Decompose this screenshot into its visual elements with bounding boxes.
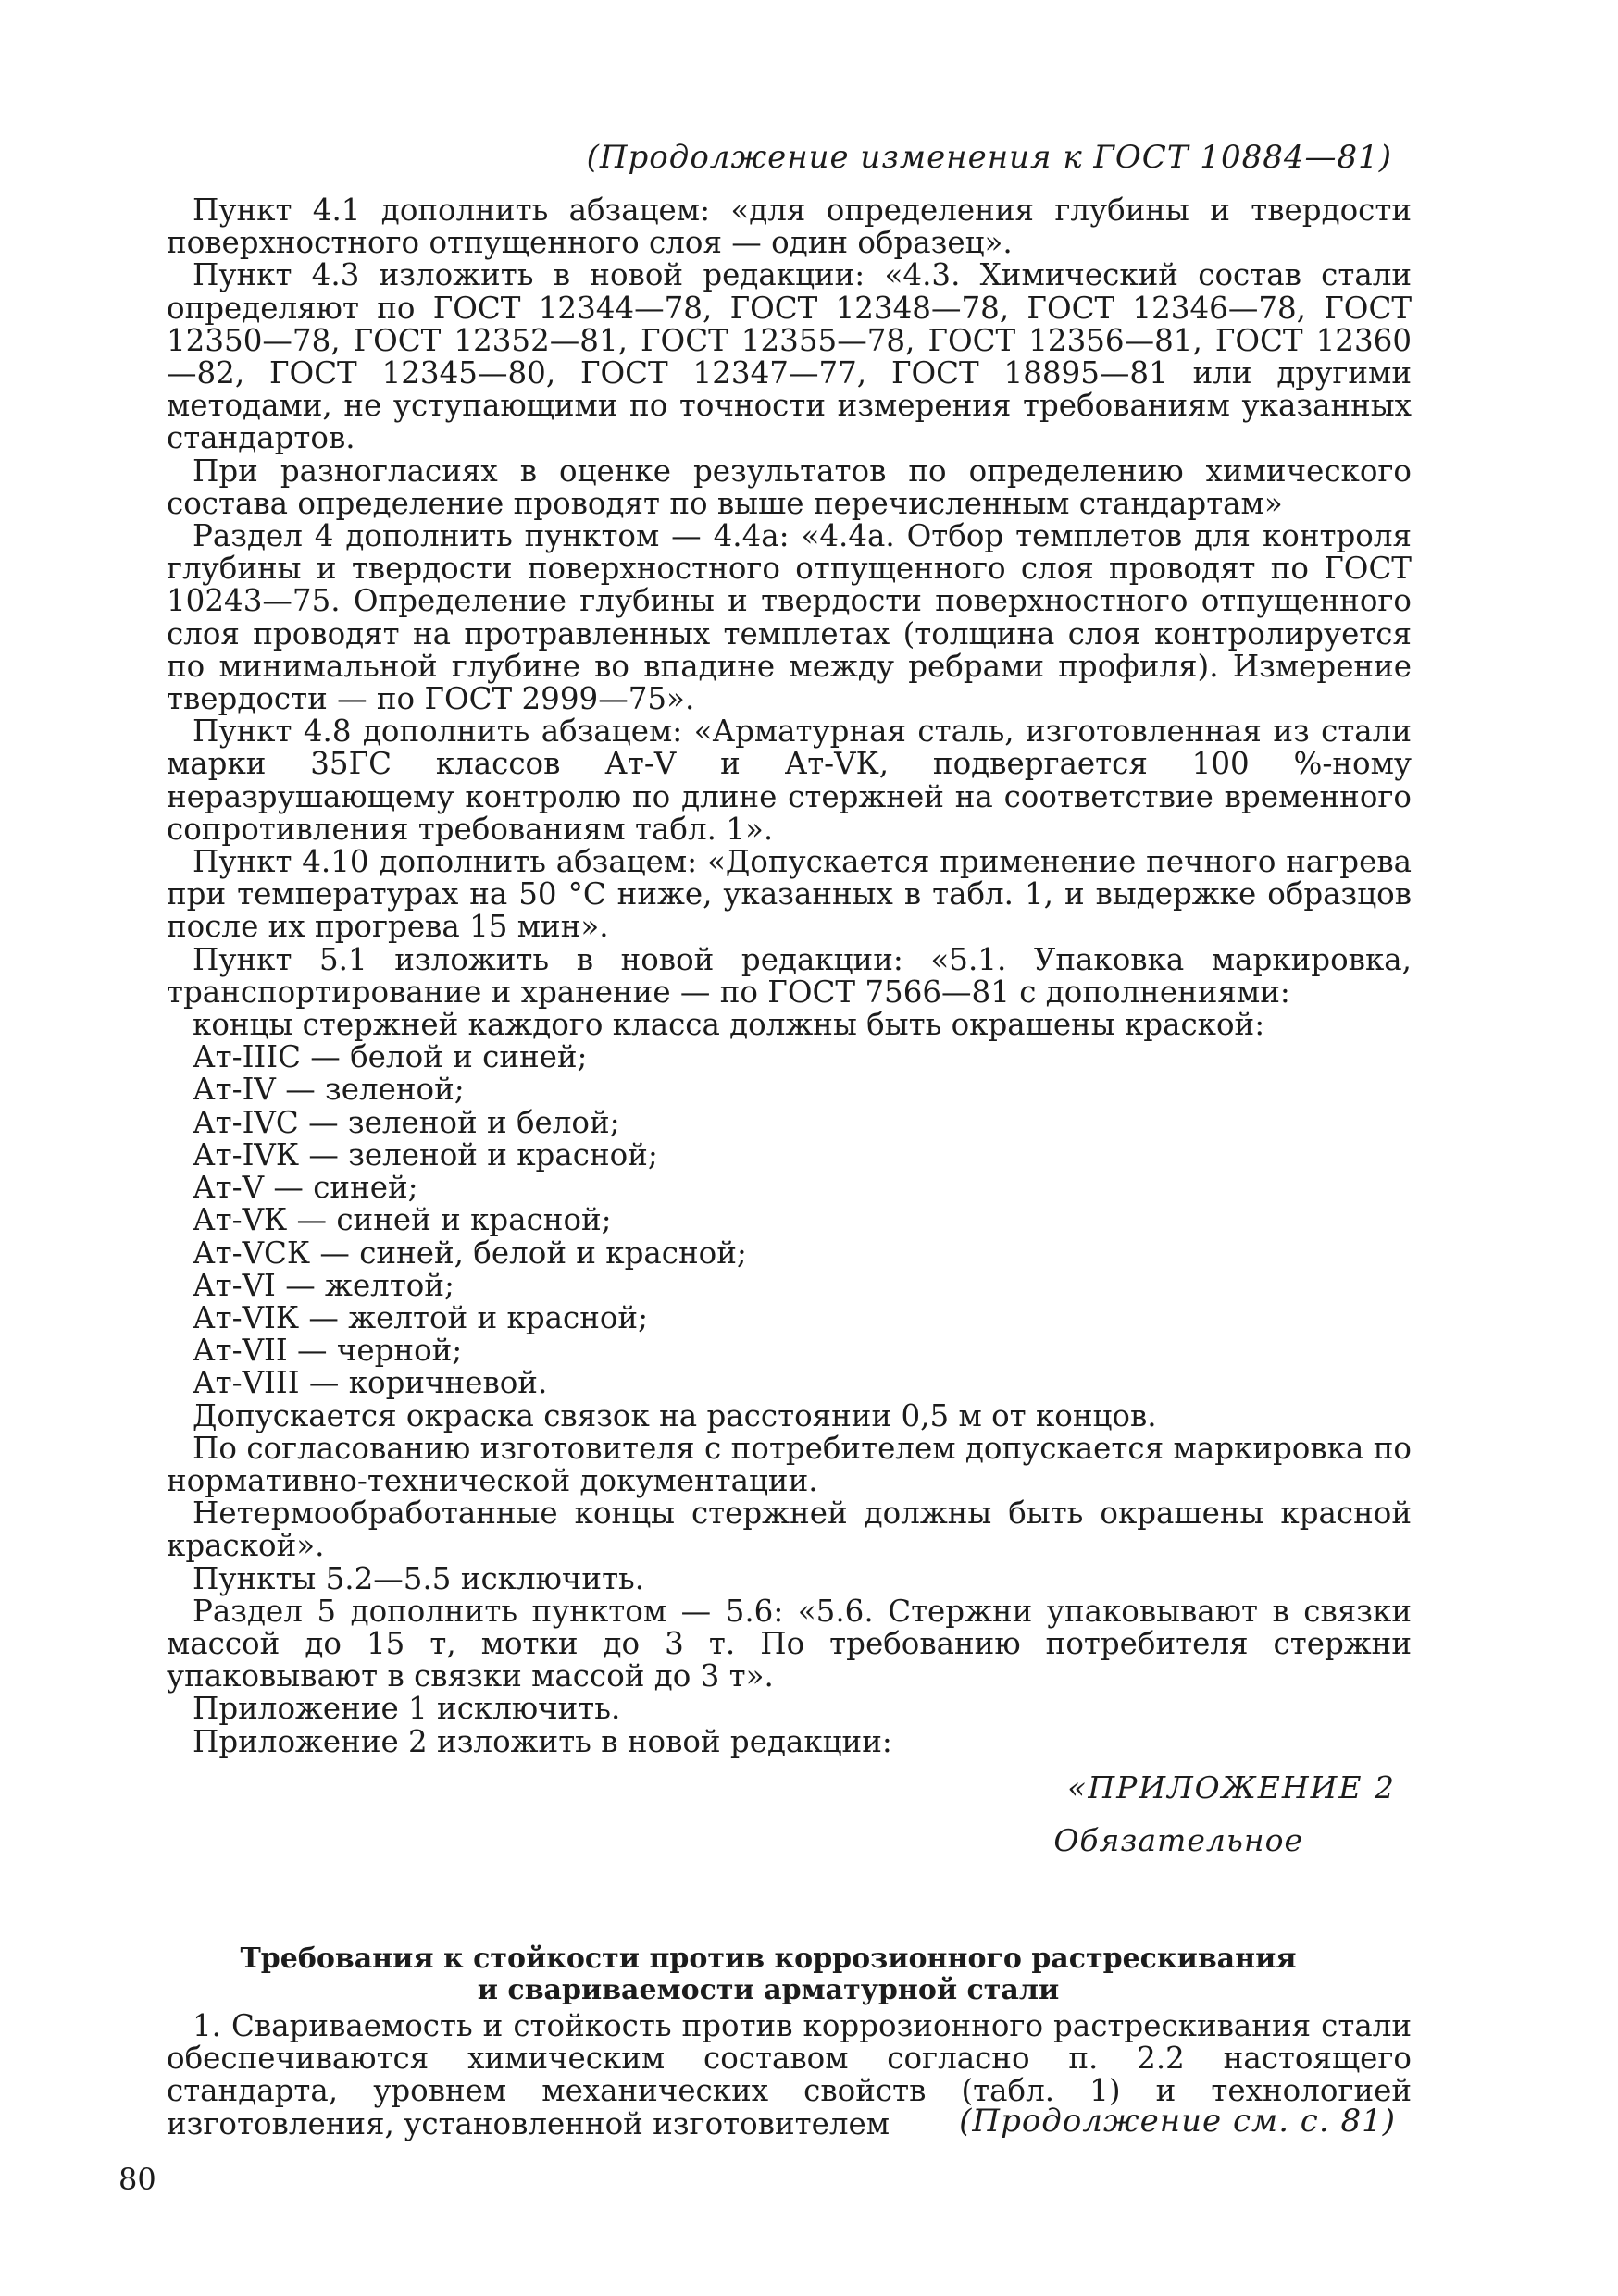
list-item: Ат-VСК — синей, белой и красной;: [193, 1235, 747, 1271]
paragraph-ends-painted: концы стержней каждого класса должны быть окрашены краской:: [193, 1007, 1265, 1043]
paragraph-4-8: Пункт 4.8 дополнить абзацем: «Арматурная сталь, изготовленная из стали марки 35ГС классов Ат-V и Ат-VК, подвергается 100 %-ному неразрушающему контролю по длине стержней на соответствие временного сопротивления требованиям табл. 1».: [167, 714, 1412, 847]
appendix-heading: [1053, 1769, 1396, 1858]
section-title-line-2: и свариваемости арматурной стали: [477, 1974, 1060, 2006]
appendix-subtitle: Обязательное: [1053, 1822, 1303, 1858]
paragraph-4-10: Пункт 4.10 дополнить абзацем: «Допускается применение печного нагрева при температурах на 50 °С ниже, указанных в табл. 1, и выдержке образцов после их прогрева 15 мин».: [167, 844, 1412, 945]
list-item: Ат-IIIС — белой и синей;: [193, 1039, 588, 1075]
continuation-footer: (Продолжение см. с. 81): [959, 2103, 1396, 2140]
list-item: Ат-IVС — зеленой и белой;: [193, 1104, 620, 1140]
list-item: Ат-IVК — зеленой и красной;: [193, 1136, 658, 1173]
paragraph-disagreements: При разногласиях в оценке результатов по определению химического состава определение проводят по выше перечисленным стандартам»: [167, 453, 1412, 521]
list-item: Ат-V — синей;: [193, 1170, 418, 1206]
paragraph-bundle-painting: Допускается окраска связок на расстоянии 0,5 м от концов.: [193, 1397, 1157, 1433]
list-item: Ат-IV — зеленой;: [193, 1072, 465, 1108]
paragraph-4-4a: Раздел 4 дополнить пунктом — 4.4а: «4.4а. Отбор темплетов для контроля глубины и твердости поверхностного отпущенного слоя проводят по ГОСТ 10243—75. Определение глубины и твердости поверхностного отпущенного слоя проводят на протравленных темплетах (толщина слоя контролируется по минимальной глубине во впадине между ребрами профиля). Измерение твердости — по ГОСТ 2999—75».: [167, 518, 1412, 717]
color-marking-list: [167, 1041, 1412, 1399]
paragraph-4-3: Пункт 4.3 изложить в новой редакции: «4.3. Химический состав стали определяют по ГОСТ 12344—78, ГОСТ 12348—78, ГОСТ 12346—78, ГОСТ 12350—78, ГОСТ 12352—81, ГОСТ 12355—78, ГОСТ 12356—81, ГОСТ 12360—82, ГОСТ 12345—80, ГОСТ 12347—77, ГОСТ 18895—81 или другими методами, не уступающими по точности измерения требованиям указанных стандартов.: [167, 257, 1412, 456]
list-item: Ат-VК — синей и красной;: [193, 1202, 612, 1238]
paragraph-5-2-5-5: Пункты 5.2—5.5 исключить.: [193, 1560, 645, 1596]
section-title: [167, 1943, 1370, 2006]
page-number: 80: [118, 2162, 156, 2197]
continuation-header: (Продолжение изменения к ГОСТ 10884—81): [586, 139, 1392, 176]
section-title-line-1: Требования к стойкости против коррозионного растрескивания: [240, 1942, 1297, 1975]
list-item: Ат-VIII — коричневой.: [193, 1365, 548, 1401]
paragraph-untreated-ends: Нетермообработанные концы стержней должны быть окрашены красной краской».: [167, 1496, 1412, 1564]
list-item: Ат-VII — черной;: [193, 1333, 463, 1369]
list-item: Ат-VIК — желтой и красной;: [193, 1299, 649, 1335]
paragraph-appendix-2: Приложение 2 изложить в новой редакции:: [193, 1723, 892, 1759]
list-item: Ат-VI — желтой;: [193, 1267, 454, 1303]
paragraph-5-1: Пункт 5.1 изложить в новой редакции: «5.1. Упаковка маркировка, транспортирование и хранение — по ГОСТ 7566—81 с дополнениями:: [167, 941, 1412, 1010]
appendix-title: «ПРИЛОЖЕНИЕ 2: [1067, 1769, 1396, 1806]
paragraph-agreement-marking: По согласованию изготовителя с потребителем допускается маркировка по нормативно-технической документации.: [167, 1430, 1412, 1498]
paragraph-5-6: Раздел 5 дополнить пунктом — 5.6: «5.6. Стержни упаковывают в связки массой до 15 т, мотки до 3 т. По требованию потребителя стержни упаковывают в связки массой до 3 т».: [167, 1593, 1412, 1694]
paragraph-4-1: Пункт 4.1 дополнить абзацем: «для определения глубины и твердости поверхностного отпущенного слоя — один образец».: [167, 192, 1412, 261]
section-paragraph-1: 1. Свариваемость и стойкость против коррозионного растрескивания стали обеспечиваются химическим составом согласно п. 2.2 настоящего стандарта, уровнем механических свойств (табл. 1) и технологией изготовления, установленной изготовителем: [167, 2008, 1412, 2141]
amendment-body: [167, 194, 1412, 1758]
paragraph-appendix-1: Приложение 1 исключить.: [193, 1691, 621, 1727]
